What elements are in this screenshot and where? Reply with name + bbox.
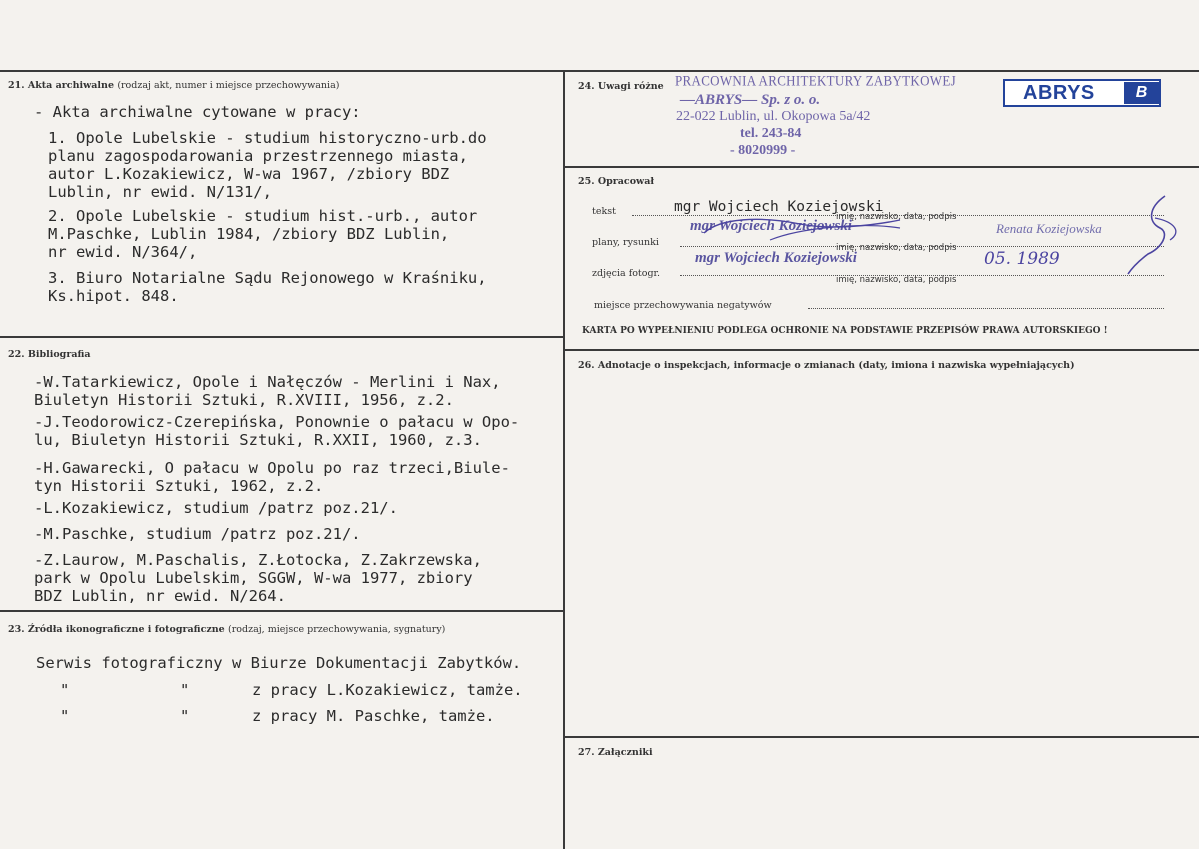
s22-line-3: lu, Biuletyn Historii Sztuki, R.XXII, 1960, z.3. [34, 431, 482, 449]
s21-line-1: 1. Opole Lubelskie - studium historyczno-urb.do [48, 129, 487, 147]
s23-ditto-mark: " [60, 681, 70, 699]
company-stamp-line-2: —ABRYS— Sp. z o. o. [680, 92, 821, 108]
s21-line-8: 3. Biuro Notarialne Sądu Rejonowego w Kraśniku, [48, 269, 487, 287]
section-22-label: 22. Bibliografia [8, 349, 91, 360]
s22-line-2: -J.Teodorowicz-Czerepińska, Ponownie o pałacu w Opo- [34, 413, 520, 431]
company-stamp-line-3: 22-022 Lublin, ul. Okopowa 5a/42 [676, 109, 871, 124]
zdjecia-caption: imię, nazwisko, data, podpis [836, 275, 957, 285]
section-24-label: 24. Uwagi różne [578, 81, 664, 92]
s23-row-3: z pracy M. Paschke, tamże. [252, 707, 495, 725]
plany-stamp-2: Renata Koziejowska [996, 221, 1102, 236]
copyright-notice: KARTA PO WYPEŁNIENIU PODLEGA OCHRONIE NA PODSTAWIE PRZEPISÓW PRAWA AUTORSKIEGO ! [582, 326, 1108, 336]
s23-ditto-mark: " [180, 681, 190, 699]
section-26-subtitle: (daty, imiona i nazwiska wypełniających) [858, 360, 1075, 371]
s22-line-9: park w Opolu Lubelskim, SGGW, W-wa 1977, zbiory [34, 569, 473, 587]
plany-label: plany, rysunki [592, 237, 659, 248]
company-stamp-line-1: PRACOWNIA ARCHITEKTURY ZABYTKOWEJ [675, 71, 956, 90]
s22-line-1: Biuletyn Historii Sztuki, R.XVIII, 1956, z.2. [34, 391, 454, 409]
s21-line-6: M.Paschke, Lublin 1984, /zbiory BDZ Lublin, [48, 225, 450, 243]
section-21-label [8, 80, 339, 91]
center-divider [563, 70, 565, 849]
s22-line-4: -H.Gawarecki, O pałacu w Opolu po raz trzeci,Biule- [34, 459, 510, 477]
s22-line-7: -M.Paschke, studium /patrz poz.21/. [34, 525, 361, 543]
s22-line-10: BDZ Lublin, nr ewid. N/264. [34, 587, 286, 605]
zdjecia-stamp: mgr Wojciech Koziejowski [695, 250, 857, 266]
s21-line-2: planu zagospodarowania przestrzennego miasta, [48, 147, 468, 165]
tekst-label: tekst [592, 206, 616, 217]
plany-stamp: mgr Wojciech Koziejowski [690, 218, 852, 234]
section-21-subtitle: (rodzaj akt, numer i miejsce przechowywania) [117, 80, 340, 91]
s23-row-1: Serwis fotograficzny w Biurze Dokumentacji Zabytków. [36, 654, 522, 672]
zdjecia-label: zdjęcia fotogr. [592, 268, 661, 279]
signature-scribble [600, 188, 1199, 278]
divider-25-26 [563, 349, 1199, 351]
section-27-label: 27. Załączniki [578, 747, 653, 758]
s21-line-9: Ks.hipot. 848. [48, 287, 179, 305]
divider-26-27 [563, 736, 1199, 738]
abrys-logo [1003, 79, 1161, 107]
section-25-label: 25. Opracował [578, 176, 655, 187]
tekst-value: mgr Wojciech Koziejowski [674, 199, 884, 215]
abrys-logo-text: ABRYS [1023, 81, 1095, 104]
section-23-subtitle: (rodzaj, miejsce przechowywania, sygnatury) [228, 624, 446, 635]
company-stamp-line-4: tel. 243-84 [740, 126, 802, 141]
section-23-title: 23. Źródła ikonograficzne i fotograficzne [8, 624, 225, 635]
s22-line-0: -W.Tatarkiewicz, Opole i Nałęczów - Merlini i Nax, [34, 373, 501, 391]
s21-line-4: Lublin, nr ewid. N/131/, [48, 183, 272, 201]
tekst-caption: imię, nazwisko, data, podpis [836, 212, 957, 222]
s21-line-0: - Akta archiwalne cytowane w pracy: [34, 103, 361, 121]
date-handwritten: 05. 1989 [984, 249, 1060, 269]
divider-24-25 [563, 166, 1199, 168]
plany-caption: imię, nazwisko, data, podpis [836, 243, 957, 253]
section-21-title: 21. Akta archiwalne [8, 80, 114, 91]
company-stamp-line-5: - 8020999 - [730, 143, 796, 158]
s23-ditto-mark: " [180, 707, 190, 725]
section-23-label [8, 624, 445, 635]
negatives-label: miejsce przechowywania negatywów [594, 300, 772, 311]
section-26-label [578, 360, 1075, 371]
divider-22-23 [0, 610, 564, 612]
s23-row-2: z pracy L.Kozakiewicz, tamże. [252, 681, 523, 699]
s22-line-5: tyn Historii Sztuki, 1962, z.2. [34, 477, 324, 495]
top-border [0, 70, 1199, 72]
s21-line-7: nr ewid. N/364/, [48, 243, 198, 261]
s23-ditto-mark: " [60, 707, 70, 725]
s22-line-6: -L.Kozakiewicz, studium /patrz poz.21/. [34, 499, 398, 517]
abrys-logo-mark-icon: B [1124, 82, 1159, 104]
s22-line-8: -Z.Laurow, M.Paschalis, Z.Łotocka, Z.Zakrzewska, [34, 551, 482, 569]
divider-21-22 [0, 336, 564, 338]
section-26-title: 26. Adnotacje o inspekcjach, informacje o zmianach [578, 360, 856, 371]
s21-line-3: autor L.Kozakiewicz, W-wa 1967, /zbiory BDZ [48, 165, 450, 183]
s21-line-5: 2. Opole Lubelskie - studium hist.-urb., autor [48, 207, 478, 225]
negatives-field-line [808, 308, 1164, 309]
